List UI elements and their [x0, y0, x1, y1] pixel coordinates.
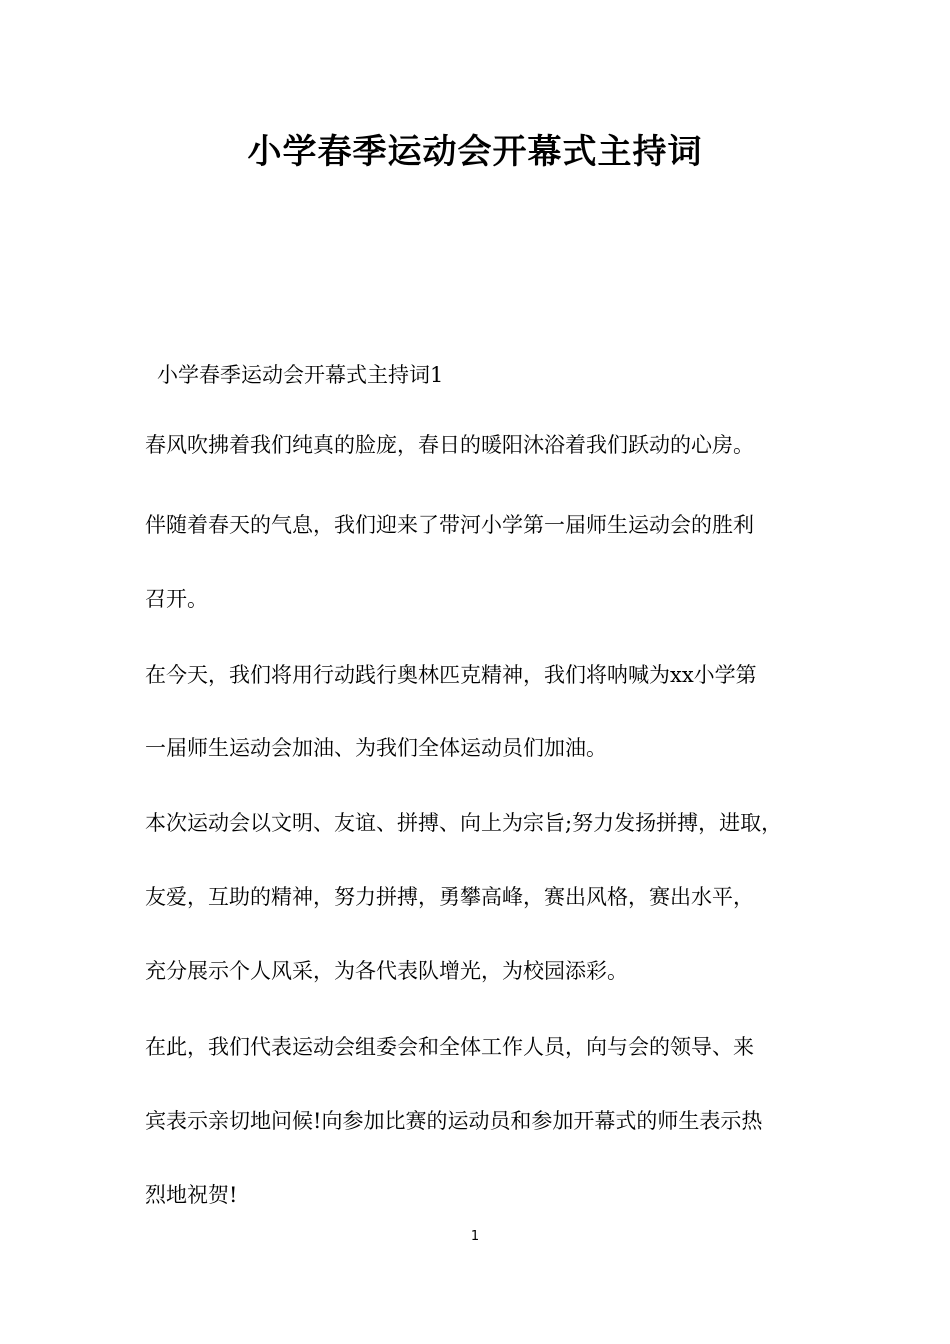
paragraph-line: 宾表示亲切地问候!向参加比赛的运动员和参加开幕式的师生表示热 — [145, 1109, 763, 1133]
paragraph-line: 充分展示个人风采，为各代表队增光，为校园添彩。 — [145, 959, 628, 983]
paragraph-line: 本次运动会以文明、友谊、拼搏、向上为宗旨;努力发扬拼搏，进取， — [145, 811, 783, 835]
paragraph-line: 召开。 — [145, 587, 208, 611]
section-heading: 小学春季运动会开幕式主持词1 — [157, 363, 444, 387]
document-title: 小学春季运动会开幕式主持词 — [247, 132, 703, 172]
paragraph-line: 烈地祝贺! — [145, 1183, 238, 1207]
paragraph-line: 友爱，互助的精神，努力拼搏，勇攀高峰，赛出风格，赛出水平， — [145, 885, 754, 909]
paragraph-line: 在此，我们代表运动会组委会和全体工作人员，向与会的领导、来 — [145, 1035, 754, 1059]
paragraph-line: 在今天，我们将用行动践行奥林匹克精神，我们将呐喊为xx小学第 — [145, 663, 757, 687]
paragraph-line: 一届师生运动会加油、为我们全体运动员们加油。 — [145, 736, 607, 760]
page-number: 1 — [470, 1229, 480, 1244]
paragraph-line: 伴随着春天的气息，我们迎来了带河小学第一届师生运动会的胜利 — [145, 513, 754, 537]
paragraph-line: 春风吹拂着我们纯真的脸庞，春日的暖阳沐浴着我们跃动的心房。 — [145, 433, 754, 457]
